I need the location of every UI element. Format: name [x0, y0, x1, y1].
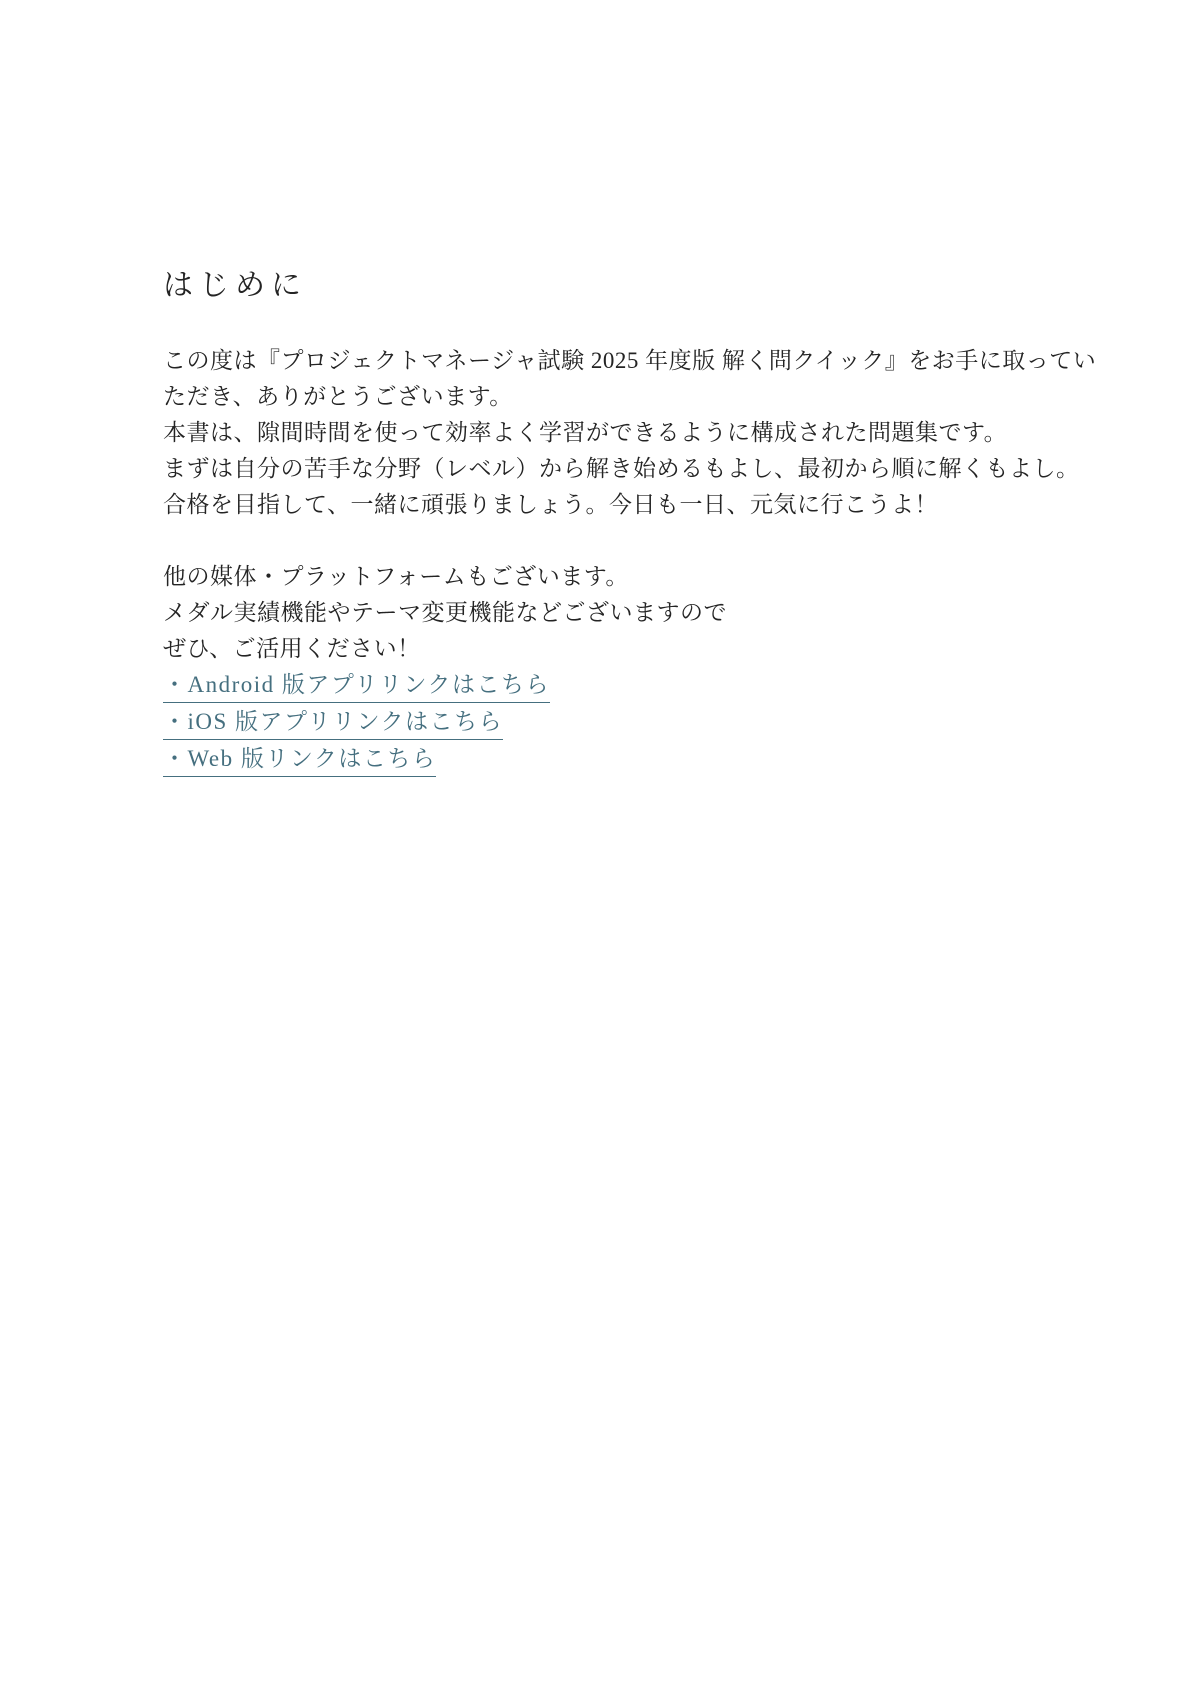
platform-line: ぜひ、ご活用ください！: [163, 636, 421, 661]
link-row: [163, 671, 1083, 708]
web-version-link[interactable]: ・Web 版リンクはこちら: [163, 745, 436, 777]
platform-links: [163, 671, 1083, 782]
intro-line: 合格を目指して、一緒に頑張りましょう。今日も一日、元気に行こうよ！: [163, 492, 939, 517]
intro-line: この度は『プロジェクトマネージャ試験 2025 年度版 解く問クイック』をお手に取ってい: [163, 348, 1097, 373]
intro-paragraph: [163, 343, 1097, 523]
preface-content: [163, 262, 1097, 782]
link-row: [163, 708, 1083, 745]
intro-line: 本書は、隙間時間を使って効率よく学習ができるように構成された問題集です。: [163, 420, 1008, 445]
platform-paragraph: [163, 559, 1083, 667]
page-title: はじめに: [163, 269, 307, 302]
link-row: [163, 745, 1083, 782]
intro-line: まずは自分の苦手な分野（レベル）から解き始めるもよし、最初から順に解くもよし。: [163, 456, 1080, 481]
platform-line: メダル実績機能やテーマ変更機能などございますので: [163, 600, 727, 625]
platform-line: 他の媒体・プラットフォームもございます。: [163, 564, 629, 589]
android-app-link[interactable]: ・Android 版アプリリンクはこちら: [163, 671, 550, 703]
intro-line: ただき、ありがとうございます。: [163, 384, 513, 409]
ios-app-link[interactable]: ・iOS 版アプリリンクはこちら: [163, 708, 503, 740]
